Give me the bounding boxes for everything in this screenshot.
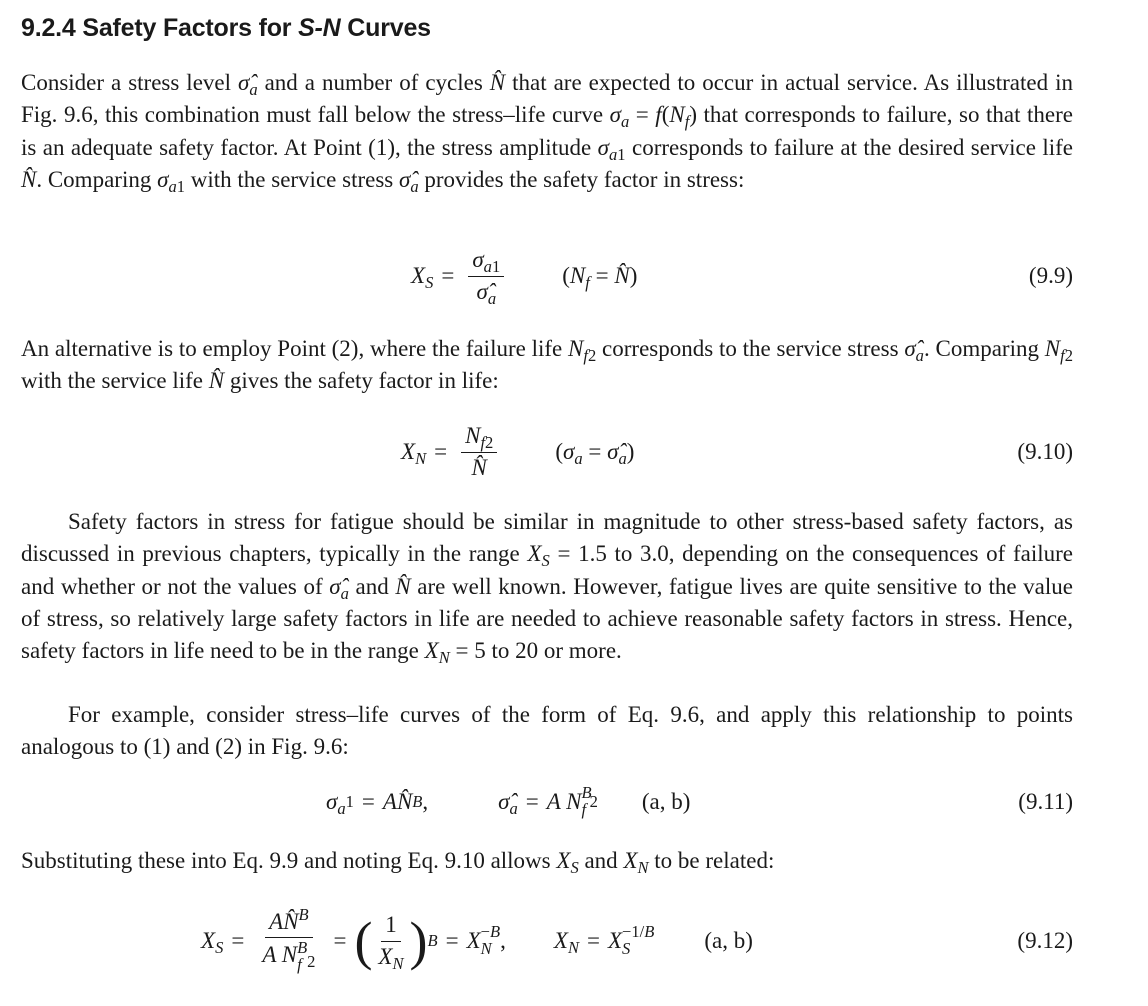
p3-text-e: 5 to 20 or more.	[468, 638, 622, 664]
paragraph-1: Consider a stress level $\sigmâ_a$ and a number of cycles N̂ that are expected to occur in actual service. As illustrated in Fig. 9.6, this combination must fall below the stress–life curve $\sigma_a = f(N_f)$ that corresponds to failure, so that there is an adequate safety factor. At Point (1), the stress amplitude $\sigma_{a1}$ corresponds to failure at the desired service life N̂. Comparing $\sigma_{a1}$ with the service stress $\sigmâ_a$ provides the safety factor in stress:	[21, 70, 1074, 196]
p5-text-c: to be related:	[648, 848, 775, 873]
section-title-sn: S-N	[298, 14, 341, 42]
p3-text-d: are well known. However, fatigue lives are quite sensitive to the value of stress, so relatively large safety factors in life are needed to achieve reasonable safety factors in stress. Hence, safety factors in life need to be in the range	[21, 573, 1073, 664]
equation-label-9-12: (a, b)	[704, 928, 753, 953]
paragraph-2: An alternative is to employ Point (2), where the failure life $N_{f2}$ corresponds to the service stress $\sigmâ_a$. Comparing $N_{f2}$ with the service life N̂ gives the safety factor in life:	[21, 336, 1073, 394]
p1-text-b: and a number of cycles	[257, 70, 490, 95]
paragraph-4: For example, consider stress–life curves of the form of Eq. 9.6, and apply this relationship to points analogous to (1) and (2) in Fig. 9.6:	[21, 702, 1073, 760]
section-number: 9.2.4	[21, 14, 76, 42]
p1-text-f: . Comparing	[36, 166, 158, 192]
p2-text-c: . Comparing	[923, 336, 1045, 361]
p1-text-c: that are expected to occur in actual service. As illustrated in Fig. 9.6, this combination must fall below the stress–life curve	[21, 70, 1073, 128]
equation-number-9-10: (9.10)	[1017, 439, 1073, 464]
p2-text-b: corresponds to the service stress	[596, 336, 905, 361]
p2-text-e: gives the safety factor in life:	[224, 368, 499, 394]
p1-text-g: with the service stress	[185, 166, 399, 192]
p1-text-h: provides the safety factor in stress:	[418, 166, 745, 192]
equation-label-9-11: (a, b)	[641, 789, 691, 814]
p3-text-c: and	[348, 573, 396, 599]
equation-number-9-11: (9.11)	[1018, 789, 1073, 814]
paragraph-3: Safety factors in stress for fatigue should be similar in magnitude to other stress-based safety factors, as discussed in previous chapters, typically in the range $X_S = 1.5$ to 3.0, depending on the consequences of failure and whether or not the values of $\sigmâ_a$ and N̂ are well known. However, fatigue lives are quite sensitive to the value of stress, so relatively large safety factors in life are needed to achieve reasonable safety factors in stress. Hence, safety factors in life need to be in the range $X_N = 5$ to 20 or more.	[21, 509, 1073, 668]
p1-text-e: corresponds to failure at the desired service life	[625, 134, 1074, 160]
p5-text-a: Substituting these into Eq. 9.9 and noting Eq. 9.10 allows	[21, 848, 557, 873]
section-title-post: Curves	[340, 14, 431, 42]
p2-text-a: An alternative is to employ Point (2), where the failure life	[21, 336, 569, 361]
p3-text-a: Safety factors in stress for fatigue should be similar in magnitude to other stress-based safety factors, as discussed in previous chapters, typically in the range	[21, 509, 1073, 567]
p5-text-b: and	[578, 848, 624, 873]
section-heading	[21, 14, 431, 43]
equation-number-9-9: (9.9)	[1028, 263, 1073, 288]
equation-9-10: $X_N$ = $\frac{N_{f2}}{N̂}$ ($\sigma_a$ = $\sigmâ_a$) (9.10)	[21, 417, 1073, 487]
p2-text-d: with the service life	[21, 368, 209, 394]
paragraph-5: Substituting these into Eq. 9.9 and noting Eq. 9.10 allows $X_S$ and $X_N$ to be related:	[21, 848, 775, 877]
equation-number-9-12: (9.12)	[1017, 928, 1073, 953]
equation-9-9: $X_S$ = $\frac{\sigma_{a1}}{\sigmâ_a}$ ($N_f$ = N̂) (9.9)	[21, 241, 1073, 311]
p3-text-b: 1.5 to 3.0, depending on the consequences of failure and whether or not the values of	[21, 541, 1073, 599]
p1-text-a: Consider a stress level	[21, 70, 238, 95]
equation-9-12: $X_S$ = AN̂$^B$ A N B f $_2$ = ( $\frac{1}{X_N}$ ) B = X −B N , $X_N$ = X −1/B S (a, b) (9.12)	[21, 906, 1073, 976]
equation-9-11: $\sigma_a$ 1 = AN̂ B , $\sigmâ_a$ = A N B f 2 (a, b) (9.11)	[21, 767, 1073, 837]
section-title-pre: Safety Factors for	[82, 14, 299, 42]
p1-text-d: that corresponds to failure, so that there is an adequate safety factor. At Point (1), the stress amplitude	[21, 102, 1073, 160]
